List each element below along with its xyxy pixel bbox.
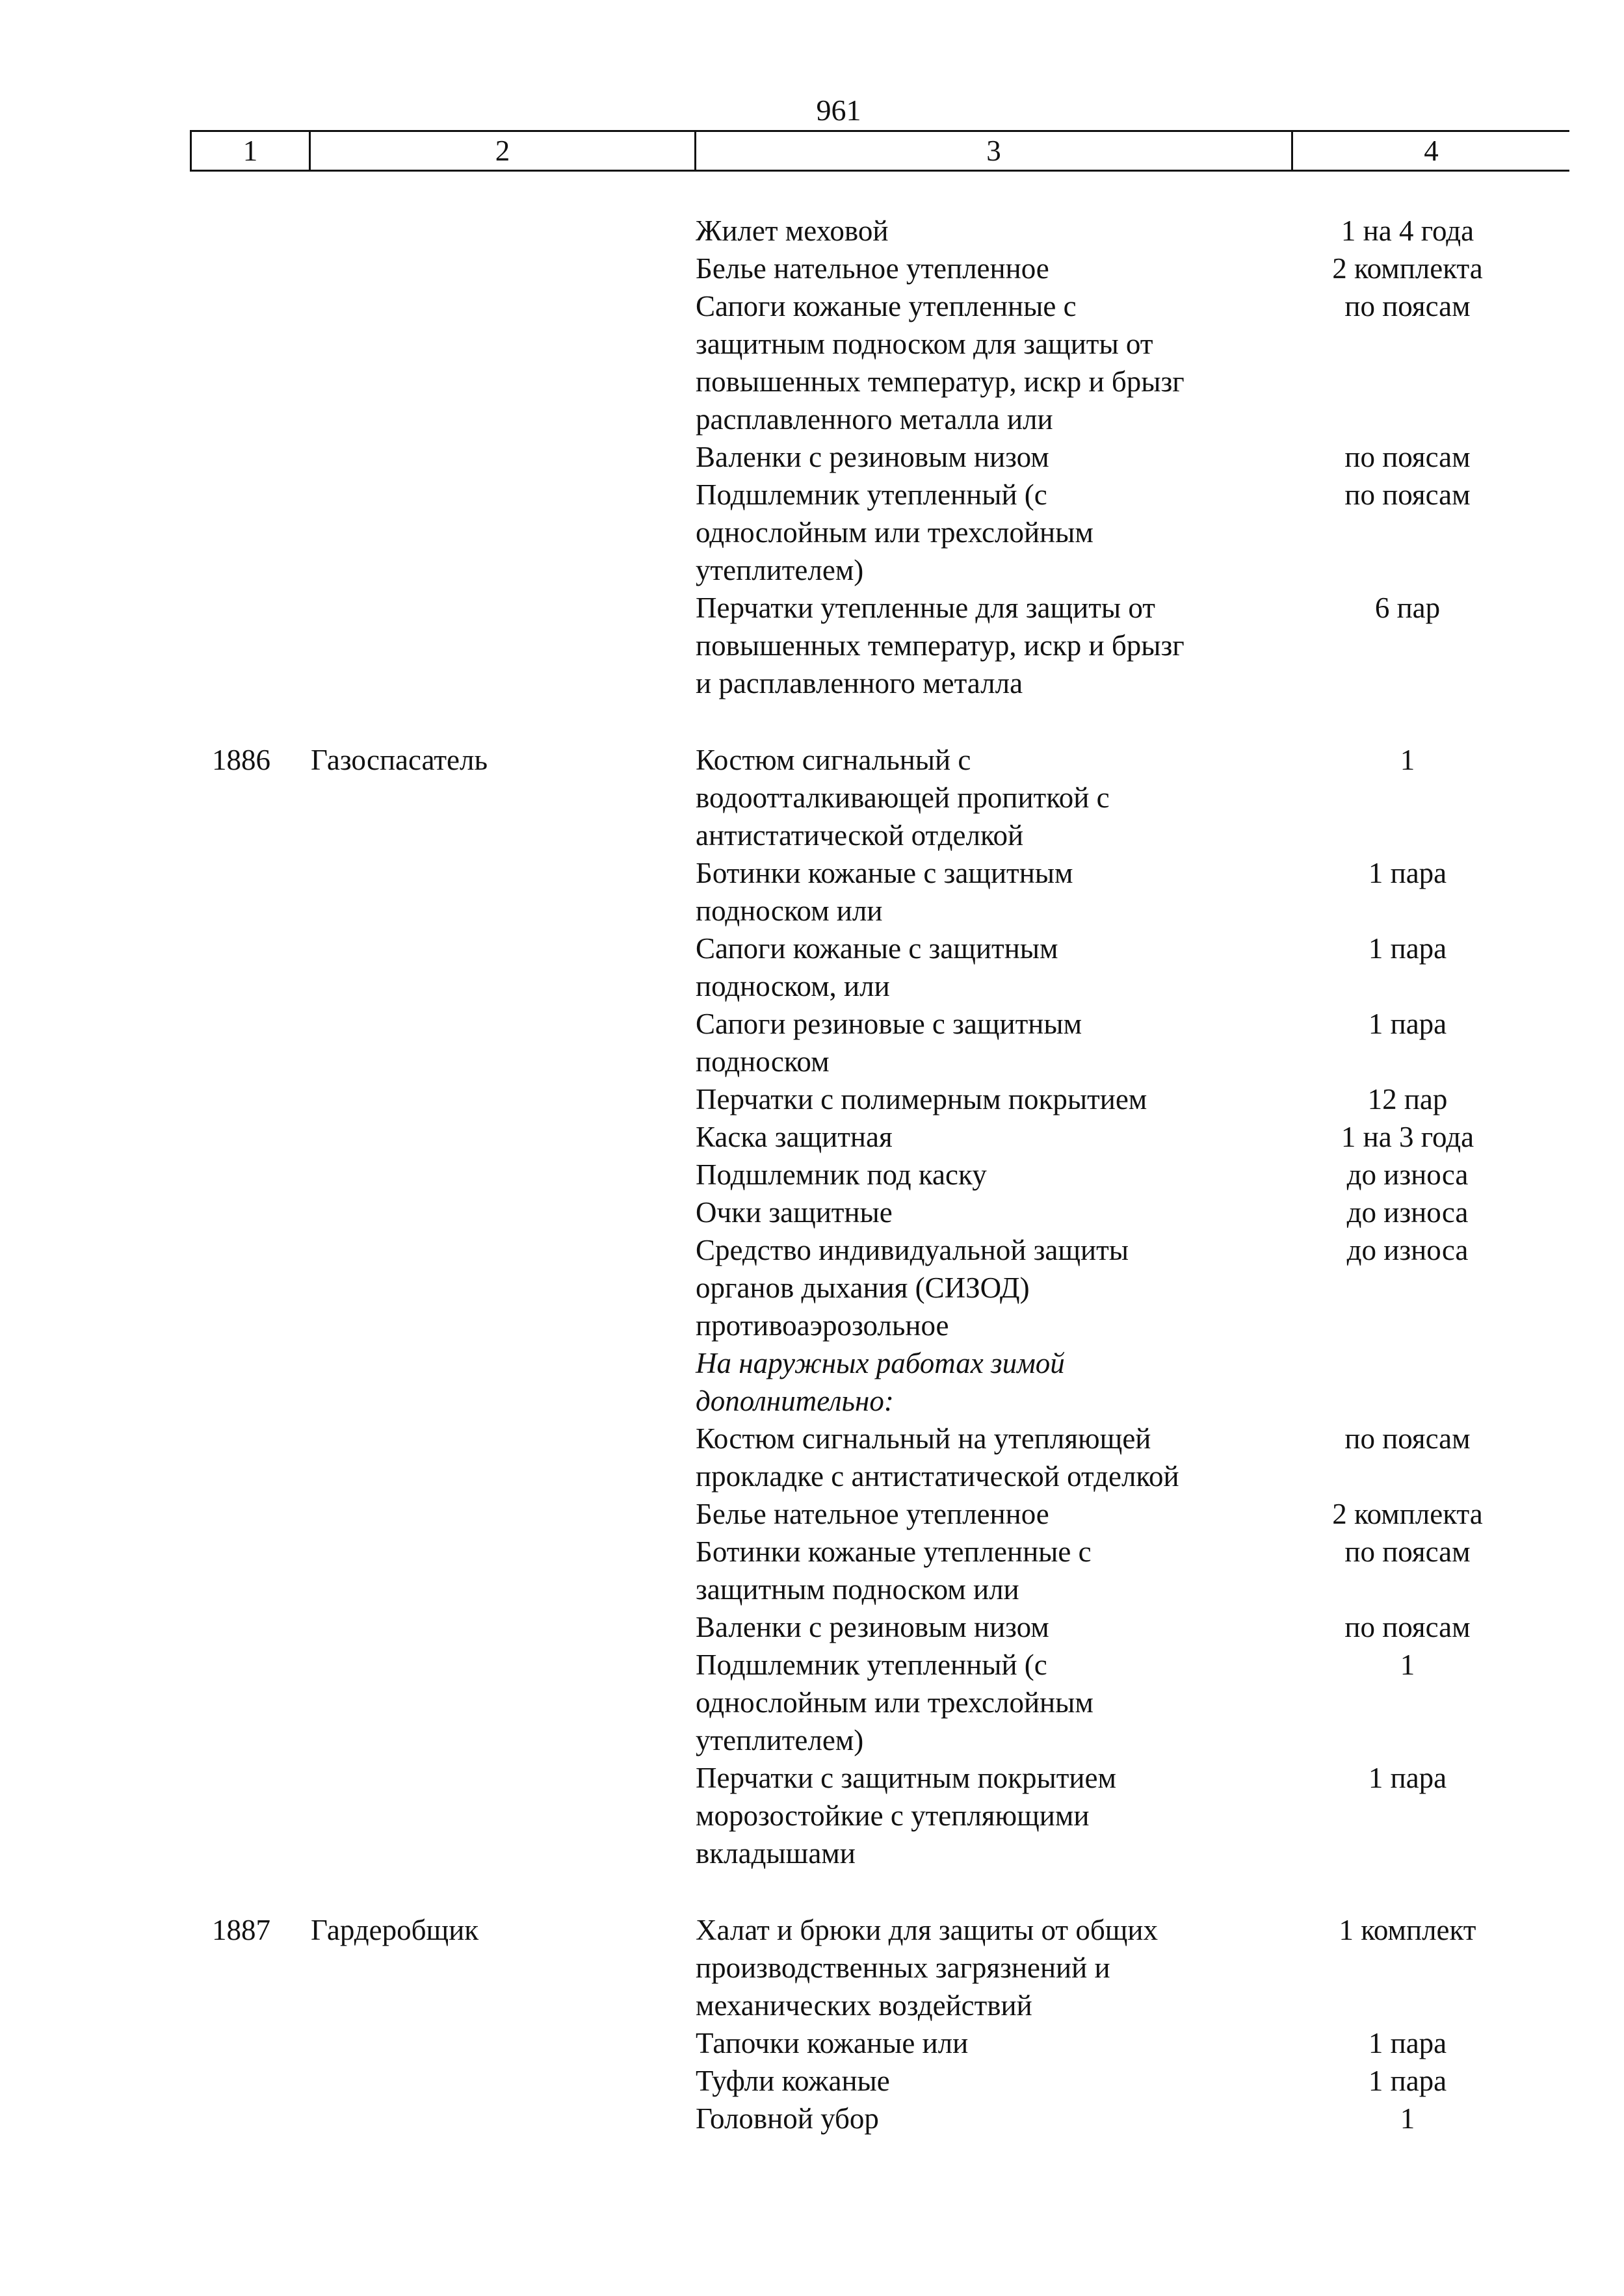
norms-table-body bbox=[0, 212, 1624, 2137]
ppe-description-line: Жилет меховой bbox=[696, 215, 889, 247]
ppe-description-line: Подшлемник утепленный (с bbox=[696, 1649, 1047, 1681]
table-row bbox=[0, 854, 1624, 930]
ppe-description bbox=[696, 287, 1320, 438]
ppe-description bbox=[696, 589, 1320, 702]
ppe-description-line: однослойным или трехслойным bbox=[696, 516, 1094, 549]
ppe-description-line: вкладышами bbox=[696, 1837, 856, 1870]
ppe-description-line: Средство индивидуальной защиты bbox=[696, 1234, 1129, 1266]
table-row bbox=[0, 1420, 1624, 1495]
ppe-description bbox=[696, 1118, 1320, 1156]
table-row bbox=[0, 741, 1624, 854]
table-row bbox=[0, 1156, 1624, 1194]
table-row bbox=[0, 1005, 1624, 1080]
item-number: 1886 bbox=[212, 744, 270, 776]
ppe-description bbox=[696, 476, 1320, 589]
ppe-description-line: Ботинки кожаные с защитным bbox=[696, 857, 1073, 889]
ppe-description-line: Валенки с резиновым низом bbox=[696, 1611, 1049, 1643]
ppe-description-line: Очки защитные bbox=[696, 1196, 893, 1229]
issue-norm: 1 bbox=[1400, 744, 1415, 776]
table-row bbox=[0, 1495, 1624, 1533]
table-row bbox=[0, 2024, 1624, 2062]
issue-norm: 1 bbox=[1400, 1649, 1415, 1681]
item-number: 1887 bbox=[212, 1914, 270, 1946]
ppe-description-line: механических воздействий bbox=[696, 1989, 1032, 2022]
page-number: 961 bbox=[816, 94, 861, 127]
table-row bbox=[0, 2062, 1624, 2100]
ppe-description-line: Сапоги кожаные с защитным bbox=[696, 932, 1058, 965]
ppe-description bbox=[696, 1231, 1320, 1344]
ppe-description bbox=[696, 1080, 1320, 1118]
ppe-description bbox=[696, 2024, 1320, 2062]
ppe-description-line: Костюм сигнальный на утепляющей bbox=[696, 1422, 1151, 1455]
issue-norm: 1 комплект bbox=[1339, 1914, 1476, 1946]
issue-norm: 1 пара bbox=[1368, 2027, 1447, 2059]
profession-name: Газоспасатель bbox=[311, 744, 488, 776]
ppe-description bbox=[696, 2062, 1320, 2100]
ppe-description bbox=[696, 1420, 1320, 1495]
issue-norm: 1 на 4 года bbox=[1341, 215, 1474, 247]
ppe-description-line: Перчатки с защитным покрытием bbox=[696, 1762, 1116, 1794]
table-row bbox=[0, 589, 1624, 702]
column-header-row bbox=[191, 131, 1570, 171]
ppe-description bbox=[696, 212, 1320, 250]
issue-norm: 2 комплекта bbox=[1332, 252, 1483, 285]
issue-norm: 2 комплекта bbox=[1332, 1498, 1483, 1530]
column-header-1: 1 bbox=[191, 131, 310, 171]
ppe-description-line: подноском или bbox=[696, 894, 883, 927]
issue-norm: до износа bbox=[1346, 1158, 1469, 1191]
issue-norm: по поясам bbox=[1344, 441, 1471, 473]
ppe-description bbox=[696, 1156, 1320, 1194]
issue-norm: по поясам bbox=[1344, 1535, 1471, 1568]
table-row bbox=[0, 1533, 1624, 1608]
ppe-description-line: Перчатки утепленные для защиты от bbox=[696, 592, 1155, 624]
ppe-description-line: однослойным или трехслойным bbox=[696, 1686, 1094, 1719]
ppe-description-line: Подшлемник утепленный (с bbox=[696, 478, 1047, 511]
column-header-table bbox=[190, 130, 1569, 172]
ppe-description-line: Белье нательное утепленное bbox=[696, 252, 1049, 285]
table-row bbox=[0, 1759, 1624, 1872]
issue-norm: 1 на 3 года bbox=[1341, 1121, 1474, 1153]
profession-name: Гардеробщик bbox=[311, 1914, 479, 1946]
issue-norm: по поясам bbox=[1344, 478, 1471, 511]
section-spacer bbox=[0, 1872, 1624, 1911]
ppe-description bbox=[696, 930, 1320, 1005]
table-row bbox=[0, 476, 1624, 589]
ppe-description bbox=[696, 438, 1320, 476]
ppe-description-line: Белье нательное утепленное bbox=[696, 1498, 1049, 1530]
ppe-description-line: Костюм сигнальный с bbox=[696, 744, 971, 776]
ppe-description-line: утеплителем) bbox=[696, 1724, 864, 1756]
ppe-description-line: морозостойкие с утепляющими bbox=[696, 1799, 1090, 1832]
ppe-description bbox=[696, 1911, 1320, 2024]
ppe-description bbox=[696, 1344, 1320, 1420]
ppe-description-line: защитным подноском для защиты от bbox=[696, 328, 1153, 360]
ppe-description bbox=[696, 1495, 1320, 1533]
table-row bbox=[0, 2100, 1624, 2137]
ppe-description-line: На наружных работах зимой bbox=[696, 1347, 1065, 1379]
ppe-description-line: Каска защитная bbox=[696, 1121, 893, 1153]
ppe-description-line: дополнительно: bbox=[696, 1385, 894, 1417]
ppe-description-line: подноском, или bbox=[696, 970, 890, 1002]
ppe-description bbox=[696, 1608, 1320, 1646]
ppe-description-line: Халат и брюки для защиты от общих bbox=[696, 1914, 1158, 1946]
ppe-description bbox=[696, 250, 1320, 287]
table-row bbox=[0, 1080, 1624, 1118]
column-header-3: 3 bbox=[696, 131, 1292, 171]
issue-norm: 1 пара bbox=[1368, 857, 1447, 889]
section-spacer bbox=[0, 702, 1624, 741]
issue-norm: по поясам bbox=[1344, 1422, 1471, 1455]
issue-norm: 1 пара bbox=[1368, 1762, 1447, 1794]
ppe-description-line: Подшлемник под каску bbox=[696, 1158, 987, 1191]
table-row bbox=[0, 438, 1624, 476]
ppe-description bbox=[696, 854, 1320, 930]
ppe-description-line: прокладке с антистатической отделкой bbox=[696, 1460, 1179, 1493]
ppe-description bbox=[696, 1194, 1320, 1231]
table-row bbox=[0, 1118, 1624, 1156]
ppe-description-line: Головной убор bbox=[696, 2102, 879, 2135]
table-row bbox=[0, 287, 1624, 438]
table-row bbox=[0, 930, 1624, 1005]
table-row bbox=[0, 1344, 1624, 1420]
issue-norm: 1 bbox=[1400, 2102, 1415, 2135]
ppe-description-line: Сапоги кожаные утепленные с bbox=[696, 290, 1077, 322]
ppe-description bbox=[696, 1005, 1320, 1080]
issue-norm: по поясам bbox=[1344, 290, 1471, 322]
ppe-description-line: производственных загрязнений и bbox=[696, 1951, 1110, 1984]
ppe-description-line: Валенки с резиновым низом bbox=[696, 441, 1049, 473]
ppe-description bbox=[696, 1759, 1320, 1872]
table-row bbox=[0, 1911, 1624, 2024]
issue-norm: до износа bbox=[1346, 1196, 1469, 1229]
ppe-description bbox=[696, 2100, 1320, 2137]
ppe-description-line: Сапоги резиновые с защитным bbox=[696, 1008, 1082, 1040]
ppe-description-line: расплавленного металла или bbox=[696, 403, 1053, 436]
ppe-description-line: Тапочки кожаные или bbox=[696, 2027, 969, 2059]
table-row bbox=[0, 1231, 1624, 1344]
ppe-description-line: подноском bbox=[696, 1045, 830, 1078]
ppe-description-line: повышенных температур, искр и брызг bbox=[696, 629, 1185, 662]
ppe-description-line: органов дыхания (СИЗОД) bbox=[696, 1272, 1030, 1304]
table-row bbox=[0, 212, 1624, 250]
ppe-description-line: антистатической отделкой bbox=[696, 819, 1024, 852]
issue-norm: до износа bbox=[1346, 1234, 1469, 1266]
table-row bbox=[0, 1194, 1624, 1231]
ppe-description bbox=[696, 1646, 1320, 1759]
column-header-4: 4 bbox=[1292, 131, 1570, 171]
ppe-description-line: Ботинки кожаные утепленные с bbox=[696, 1535, 1092, 1568]
ppe-description-line: повышенных температур, искр и брызг bbox=[696, 365, 1185, 398]
ppe-description-line: Перчатки с полимерным покрытием bbox=[696, 1083, 1147, 1115]
issue-norm: 6 пар bbox=[1374, 592, 1441, 624]
table-row bbox=[0, 250, 1624, 287]
ppe-description-line: защитным подноском или bbox=[696, 1573, 1019, 1606]
ppe-description-line: Туфли кожаные bbox=[696, 2065, 890, 2097]
ppe-description-line: и расплавленного металла bbox=[696, 667, 1023, 699]
issue-norm: 1 пара bbox=[1368, 1008, 1447, 1040]
table-row bbox=[0, 1608, 1624, 1646]
ppe-description-line: утеплителем) bbox=[696, 554, 864, 586]
ppe-description-line: противоаэрозольное bbox=[696, 1309, 949, 1342]
table-row bbox=[0, 1646, 1624, 1759]
issue-norm: по поясам bbox=[1344, 1611, 1471, 1643]
issue-norm: 1 пара bbox=[1368, 932, 1447, 965]
ppe-description-line: водоотталкивающей пропиткой с bbox=[696, 781, 1110, 814]
ppe-description bbox=[696, 741, 1320, 854]
issue-norm: 1 пара bbox=[1368, 2065, 1447, 2097]
ppe-description bbox=[696, 1533, 1320, 1608]
column-header-2: 2 bbox=[310, 131, 696, 171]
issue-norm: 12 пар bbox=[1367, 1083, 1448, 1115]
